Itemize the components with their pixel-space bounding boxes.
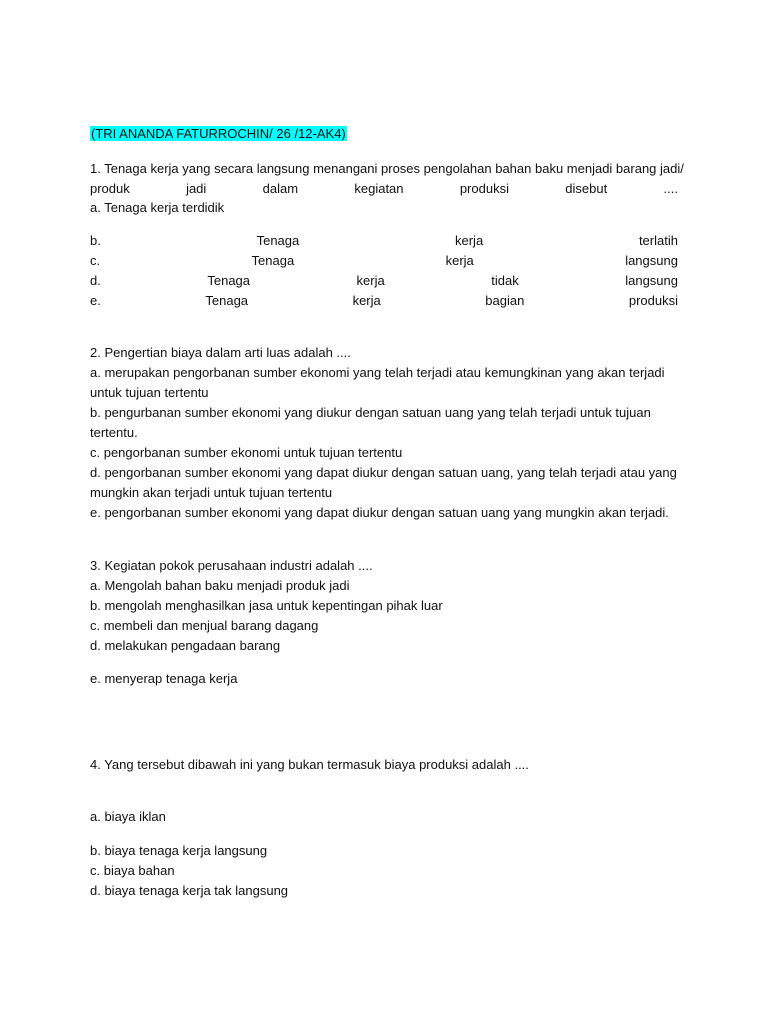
question-3-stem: 3. Kegiatan pokok perusahaan industri adalah .... (90, 558, 373, 573)
question-1-option-d (90, 271, 678, 291)
question-3-option-c: c. membeli dan menjual barang dagang (90, 618, 319, 633)
question-4-stem: 4. Yang tersebut dibawah ini yang bukan termasuk biaya produksi adalah .... (90, 757, 529, 772)
word: produksi (459, 181, 509, 196)
question-4-option-b: b. biaya tenaga kerja langsung (90, 843, 268, 858)
question-1-option-a: a. Tenaga kerja terdidik (90, 200, 225, 215)
word: Tenaga (256, 233, 300, 248)
word: c. (90, 253, 101, 268)
word: b. (90, 233, 101, 248)
document-header (90, 124, 678, 144)
question-1-option-c (90, 251, 678, 271)
word: disebut (565, 181, 608, 196)
question-2-option-e: e. pengorbanan sumber ekonomi yang dapat diukur dengan satuan uang yang mungkin akan terjadi. (90, 505, 669, 520)
word: Tenaga (251, 253, 295, 268)
question-4-option-d: d. biaya tenaga kerja tak langsung (90, 883, 289, 898)
question-1-option-e (90, 291, 678, 311)
word: jadi (186, 181, 207, 196)
word: Tenaga (207, 273, 251, 288)
question-3-option-b: b. mengolah menghasilkan jasa untuk kepentingan pihak luar (90, 598, 443, 613)
word: d. (90, 273, 101, 288)
word: dalam (262, 181, 299, 196)
question-2-option-d-line-1: d. pengorbanan sumber ekonomi yang dapat diukur dengan satuan uang, yang telah terjadi atau yang (90, 465, 677, 480)
question-3-option-e: e. menyerap tenaga kerja (90, 671, 238, 686)
question-4-option-a: a. biaya iklan (90, 809, 166, 824)
word: kerja (455, 233, 484, 248)
word: produksi (628, 293, 678, 308)
word: kerja (352, 293, 381, 308)
word: .... (663, 181, 678, 196)
question-2-option-c: c. pengorbanan sumber ekonomi untuk tujuan tertentu (90, 445, 403, 460)
question-3-option-d: d. melakukan pengadaan barang (90, 638, 281, 653)
student-name-highlight: (TRI ANANDA FATURROCHIN/ 26 /12-AK4) (91, 126, 346, 141)
question-3-option-a: a. Mengolah bahan baku menjadi produk jadi (90, 578, 350, 593)
question-2-stem: 2. Pengertian biaya dalam arti luas adalah .... (90, 345, 351, 360)
question-4-option-c: c. biaya bahan (90, 863, 175, 878)
question-2-option-b-line-1: b. pengurbanan sumber ekonomi yang diukur dengan satuan uang yang telah terjadi untuk tujuan (90, 405, 651, 420)
question-2-option-b-line-2: tertentu. (90, 425, 138, 440)
question-1-option-b (90, 231, 678, 251)
word: kerja (445, 253, 474, 268)
question-2-option-d-line-2: mungkin akan terjadi untuk tujuan tertentu (90, 485, 333, 500)
word: kerja (356, 273, 385, 288)
word: kegiatan (354, 181, 404, 196)
question-1-text-line-1: 1. Tenaga kerja yang secara langsung menangani proses pengolahan bahan baku menjadi barang jadi/ (90, 161, 684, 176)
word: e. (90, 293, 101, 308)
word: produk (90, 181, 130, 196)
word: terlatih (638, 233, 678, 248)
word: bagian (485, 293, 525, 308)
question-1-text-line-2 (90, 179, 678, 199)
word: tidak (491, 273, 519, 288)
question-2-option-a-line-1: a. merupakan pengorbanan sumber ekonomi yang telah terjadi atau kemungkinan yang akan terjadi (90, 365, 665, 380)
word: langsung (625, 253, 678, 268)
document-page (90, 0, 684, 1024)
question-2-option-a-line-2: untuk tujuan tertentu (90, 385, 209, 400)
word: Tenaga (205, 293, 249, 308)
word: langsung (625, 273, 678, 288)
